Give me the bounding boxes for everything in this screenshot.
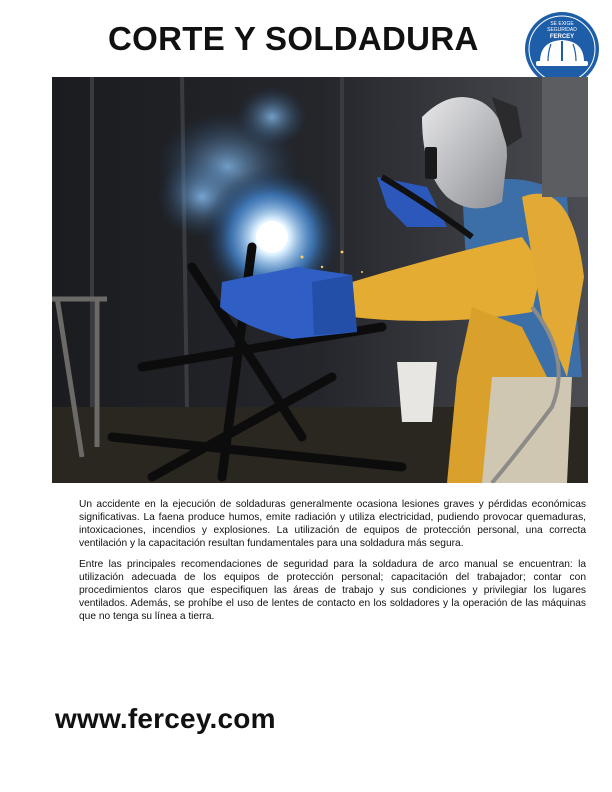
welder-photo xyxy=(52,77,588,483)
badge-brand-text: FERCEY xyxy=(549,34,575,40)
body-text xyxy=(79,498,586,631)
paragraph-2: Entre las principales recomendaciones de seguridad para la soldadura de arco manual se encuentran: la utilización adecuada de los equipos de protección personal; capacitación del trabajador; contar con procedimientos claros que especifiquen las áreas de trabajo y sus condiciones y privilegiar los lugares ventilados. Además, se prohíbe el uso de lentes de contacto en los soldadores y la operación de las máquinas que no tenga su línea a tierra. xyxy=(79,559,586,622)
badge-top-text: SE EXIGE xyxy=(550,21,574,27)
website-url[interactable]: www.fercey.com xyxy=(55,703,276,734)
paragraph-1: Un accidente en la ejecución de soldaduras generalmente ocasiona lesiones graves y pérdidas económicas significativas. La faena produce humos, emite radiación y utiliza electricidad, pudiendo provocar quemaduras, intoxicaciones, incendios y explosiones. La utilización de equipos de protección personal, una correcta ventilación y la capacitación resultan fundamentales para una soldadura más segura. xyxy=(79,499,586,549)
page-title: CORTE Y SOLDADURA xyxy=(108,20,479,57)
badge-mid-text: SEGURIDAD xyxy=(547,27,577,33)
